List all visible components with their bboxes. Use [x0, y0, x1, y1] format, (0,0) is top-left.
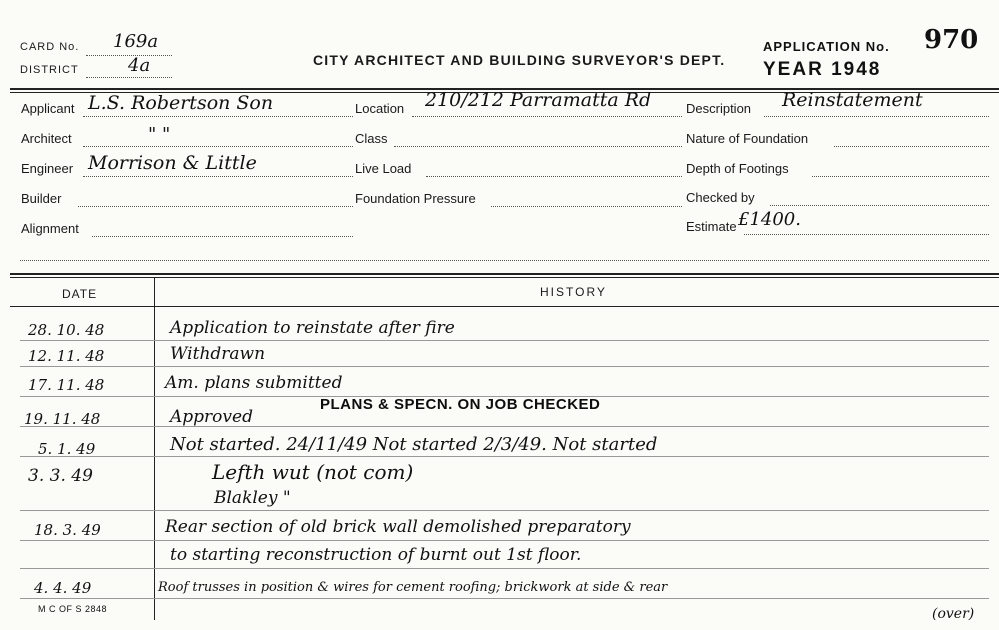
history-top-rule — [10, 273, 999, 275]
history-row-date: 28. 10. 48 — [28, 321, 105, 339]
history-row-text: to starting reconstruction of burnt out 1st floor. — [170, 545, 582, 565]
estimate-label: Estimate — [686, 219, 737, 234]
location-label: Location — [355, 101, 405, 116]
history-row-text: Am. plans submitted — [165, 373, 343, 393]
card-no-value: 169a — [113, 31, 159, 52]
history-row-text: Withdrawn — [170, 344, 266, 364]
architect-label: Architect — [21, 131, 72, 146]
history-row-text: Roof trusses in position & wires for cement roofing; brickwork at side & rear — [158, 580, 668, 595]
engineer-label: Engineer — [21, 161, 74, 176]
district-label: DISTRICT — [20, 64, 79, 76]
history-row-text: Approved — [170, 407, 253, 427]
history-header: HISTORY — [540, 285, 607, 299]
history-row-text: Not started. 24/11/49 Not started 2/3/49. Not started — [170, 434, 658, 455]
class-label: Class — [355, 131, 388, 146]
dept-title: CITY ARCHITECT AND BUILDING SURVEYOR'S DEPT. — [313, 52, 726, 68]
date-header: DATE — [62, 287, 98, 301]
district-value: 4a — [128, 55, 151, 76]
form-code: M C OF S 2848 — [38, 604, 108, 614]
history-row-date: 5. 1. 49 — [38, 440, 96, 458]
history-row-text: Rear section of old brick wall demolished preparatory — [165, 517, 631, 537]
location-value: 210/212 Parramatta Rd — [425, 89, 652, 111]
foundation-pressure-label: Foundation Pressure — [355, 191, 476, 206]
builder-label: Builder — [21, 191, 62, 206]
plans-checked-stamp: PLANS & SPECN. ON JOB CHECKED — [320, 396, 601, 413]
applicant-label: Applicant — [21, 101, 75, 116]
history-row-text: Lefth wut (not com) — [212, 460, 414, 484]
engineer-value: Morrison & Little — [88, 152, 257, 174]
history-header-rule — [10, 306, 999, 307]
history-row-date: 4. 4. 49 — [34, 579, 92, 597]
year-label: YEAR 1948 — [763, 59, 882, 80]
architect-value: " " — [148, 124, 171, 145]
alignment-label: Alignment — [21, 221, 79, 236]
history-row-date: 18. 3. 49 — [34, 521, 101, 539]
history-row-text: Application to reinstate after fire — [170, 318, 455, 338]
card-no-label: CARD No. — [20, 41, 80, 53]
live-load-label: Live Load — [355, 161, 412, 176]
estimate-value: £1400. — [738, 209, 801, 230]
over-note: (over) — [932, 606, 975, 622]
history-row-date: 12. 11. 48 — [28, 347, 105, 365]
application-no-label: APPLICATION No. — [763, 39, 890, 54]
checked-by-label: Checked by — [686, 190, 755, 205]
nature-foundation-label: Nature of Foundation — [686, 131, 809, 146]
history-row-date: 19. 11. 48 — [24, 410, 101, 428]
history-row-date: 3. 3. 49 — [28, 466, 93, 486]
description-value: Reinstatement — [782, 89, 923, 111]
application-no-value: 970 — [924, 25, 979, 55]
description-label: Description — [686, 101, 752, 116]
history-row-text: Blakley " — [214, 488, 291, 508]
history-row-date: 17. 11. 48 — [28, 376, 105, 394]
depth-footings-label: Depth of Footings — [686, 161, 789, 176]
applicant-value: L.S. Robertson Son — [88, 92, 274, 114]
